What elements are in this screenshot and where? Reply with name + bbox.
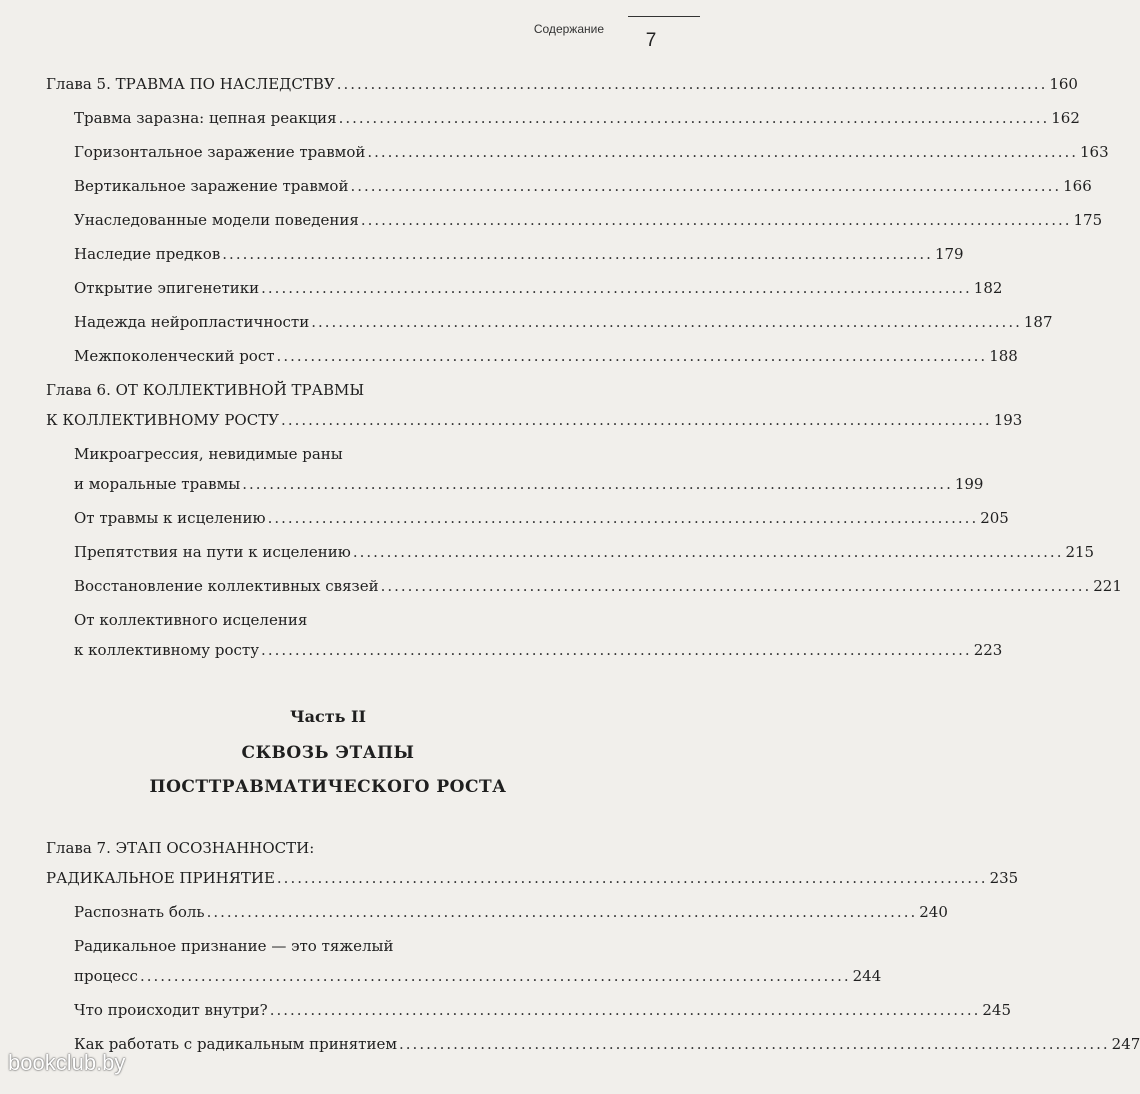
toc-section[interactable] bbox=[46, 1034, 1140, 1054]
toc-page: 244 bbox=[852, 967, 882, 985]
toc-label: Как работать с радикальным принятием bbox=[74, 1035, 398, 1053]
running-header-title: Содержание bbox=[533, 22, 604, 36]
toc-page: 160 bbox=[1049, 75, 1078, 93]
toc-chapter-6-line1[interactable]: Глава 6. ОТ КОЛЛЕКТИВНОЙ ТРАВМЫ bbox=[46, 381, 365, 399]
toc-label: Глава 5. ТРАВМА ПО НАСЛЕДСТВУ bbox=[46, 75, 335, 93]
toc-page: 245 bbox=[982, 1001, 1012, 1019]
toc-page: 166 bbox=[1063, 177, 1092, 195]
part-title-line1: СКВОЗЬ ЭТАПЫ bbox=[241, 743, 415, 763]
toc-page: 199 bbox=[954, 475, 984, 493]
dot-leader: ......................................................................................................... bbox=[338, 109, 1050, 127]
toc-section[interactable] bbox=[46, 278, 1003, 298]
toc-section[interactable] bbox=[46, 312, 1053, 332]
header-rule bbox=[628, 16, 700, 17]
part-heading bbox=[46, 706, 610, 798]
toc-page: 240 bbox=[919, 903, 948, 921]
toc-section[interactable] bbox=[46, 640, 1003, 660]
toc-label: и моральные травмы bbox=[74, 475, 241, 493]
toc-label: Унаследованные модели поведения bbox=[74, 211, 359, 229]
page-number: 7 bbox=[645, 30, 657, 51]
toc-page: 193 bbox=[993, 411, 1023, 429]
toc-section[interactable] bbox=[46, 902, 948, 922]
toc-page: 247 bbox=[1111, 1035, 1140, 1053]
dot-leader: ......................................................................................................... bbox=[360, 211, 1072, 229]
toc-section-line1[interactable]: Радикальное признание — это тяжелый bbox=[74, 937, 394, 955]
toc-label: Распознать боль bbox=[74, 903, 205, 921]
toc-section[interactable] bbox=[46, 142, 1109, 162]
toc-section-line1[interactable]: Микроагрессия, невидимые раны bbox=[74, 445, 343, 463]
toc-label: Межпоколенческий рост bbox=[74, 347, 275, 365]
dot-leader: ......................................................................................................... bbox=[352, 543, 1064, 561]
toc-label: Открытие эпигенетики bbox=[74, 279, 260, 297]
dot-leader: ......................................................................................................... bbox=[350, 177, 1062, 195]
toc-page: 163 bbox=[1080, 143, 1109, 161]
toc-section[interactable] bbox=[46, 244, 964, 264]
toc-page: 205 bbox=[980, 509, 1009, 527]
dot-leader: ......................................................................................................... bbox=[222, 245, 933, 263]
dot-leader: ......................................................................................................... bbox=[399, 1035, 1110, 1053]
toc-label: Горизонтальное заражение травмой bbox=[74, 143, 366, 161]
dot-leader: ......................................................................................................... bbox=[261, 641, 972, 659]
toc-label: РАДИКАЛЬНОЕ ПРИНЯТИЕ bbox=[46, 869, 275, 887]
dot-leader: ......................................................................................................... bbox=[267, 509, 979, 527]
toc-label: К КОЛЛЕКТИВНОМУ РОСТУ bbox=[46, 411, 280, 429]
toc-label: От травмы к исцелению bbox=[74, 509, 266, 527]
toc-section-line1[interactable]: От коллективного исцеления bbox=[74, 611, 308, 629]
toc-page: 187 bbox=[1023, 313, 1053, 331]
table-of-contents bbox=[46, 74, 1140, 1054]
toc-page: 182 bbox=[973, 279, 1003, 297]
toc-label: к коллективному росту bbox=[74, 641, 260, 659]
toc-label: процесс bbox=[74, 967, 138, 985]
toc-page: 175 bbox=[1073, 211, 1103, 229]
dot-leader: ......................................................................................................... bbox=[281, 411, 992, 429]
toc-page: 215 bbox=[1065, 543, 1095, 561]
toc-section[interactable] bbox=[46, 474, 984, 494]
toc-section[interactable] bbox=[46, 966, 882, 986]
toc-chapter-6[interactable] bbox=[46, 410, 1023, 430]
toc-section[interactable] bbox=[46, 542, 1095, 562]
toc-label: Наследие предков bbox=[74, 245, 221, 263]
toc-page: 179 bbox=[934, 245, 964, 263]
dot-leader: ......................................................................................................... bbox=[380, 577, 1092, 595]
toc-page: 221 bbox=[1093, 577, 1122, 595]
toc-page: 235 bbox=[989, 869, 1019, 887]
toc-page: 188 bbox=[989, 347, 1018, 365]
part-label: Часть II bbox=[289, 707, 367, 726]
toc-label: Надежда нейропластичности bbox=[74, 313, 310, 331]
part-title-line2: ПОСТТРАВМАТИЧЕСКОГО РОСТА bbox=[149, 777, 507, 797]
dot-leader: ......................................................................................................... bbox=[367, 143, 1079, 161]
toc-page: 223 bbox=[973, 641, 1003, 659]
dot-leader: ......................................................................................................... bbox=[261, 279, 972, 297]
toc-section[interactable] bbox=[46, 576, 1122, 596]
toc-section[interactable] bbox=[46, 210, 1103, 230]
toc-section[interactable] bbox=[46, 1000, 1012, 1020]
toc-label: Что происходит внутри? bbox=[74, 1001, 268, 1019]
dot-leader: ......................................................................................................... bbox=[139, 967, 851, 985]
toc-section[interactable] bbox=[46, 108, 1080, 128]
toc-label: Восстановление коллективных связей bbox=[74, 577, 379, 595]
toc-page: 162 bbox=[1051, 109, 1080, 127]
toc-section[interactable] bbox=[46, 176, 1092, 196]
dot-leader: ......................................................................................................... bbox=[336, 75, 1048, 93]
watermark-logo: bookclub.by bbox=[8, 1050, 126, 1075]
toc-chapter-7[interactable] bbox=[46, 868, 1019, 888]
toc-section[interactable] bbox=[46, 508, 1009, 528]
dot-leader: ......................................................................................................... bbox=[206, 903, 918, 921]
dot-leader: ......................................................................................................... bbox=[311, 313, 1022, 331]
dot-leader: ......................................................................................................... bbox=[242, 475, 953, 493]
toc-label: Вертикальное заражение травмой bbox=[74, 177, 349, 195]
toc-chapter-7-line1[interactable]: Глава 7. ЭТАП ОСОЗНАННОСТИ: bbox=[46, 839, 315, 857]
dot-leader: ......................................................................................................... bbox=[276, 869, 988, 887]
toc-section[interactable] bbox=[46, 346, 1018, 366]
toc-label: Препятствия на пути к исцелению bbox=[74, 543, 351, 561]
toc-chapter-5[interactable] bbox=[46, 74, 1078, 94]
toc-label: Травма заразна: цепная реакция bbox=[74, 109, 337, 127]
dot-leader: ......................................................................................................... bbox=[276, 347, 988, 365]
dot-leader: ......................................................................................................... bbox=[269, 1001, 981, 1019]
